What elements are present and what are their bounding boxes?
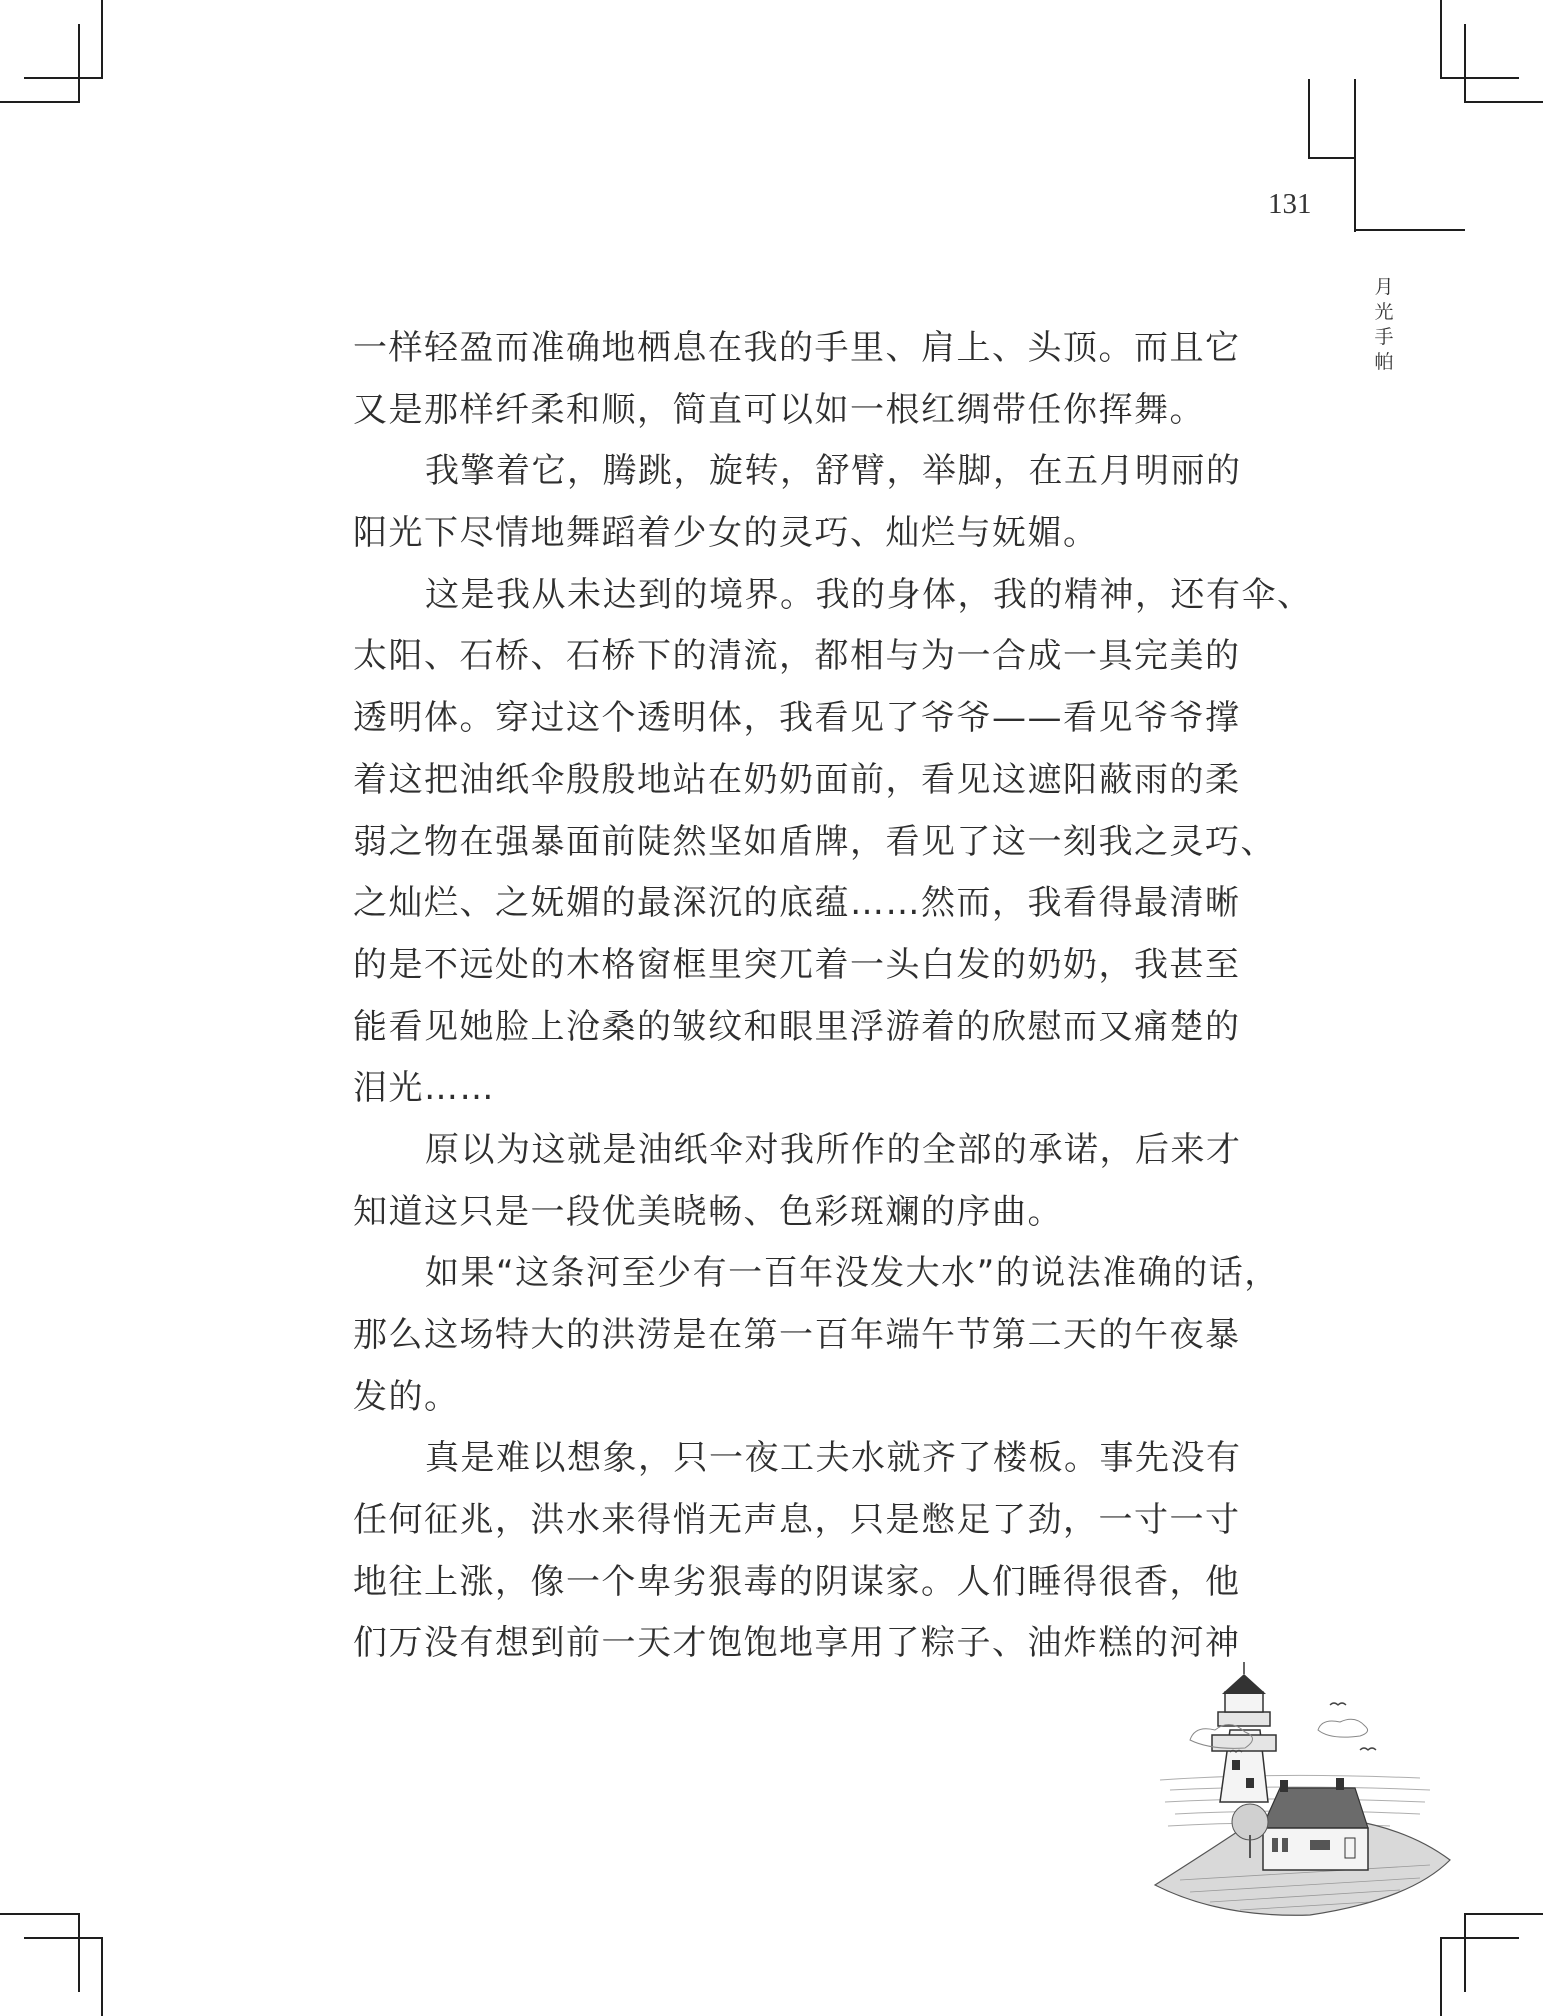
text-line: 之灿烂、之妩媚的最深沉的底蕴……然而，我看得最清晰 — [353, 883, 1241, 924]
text-line: 阳光下尽情地舞蹈着少女的灵巧、灿烂与妩媚。 — [353, 513, 1099, 554]
body-text — [353, 318, 1313, 1675]
text-line: 们万没有想到前一天才饱饱地享用了粽子、油炸糕的河神 — [353, 1623, 1241, 1664]
text-line: 真是难以想象，只一夜工夫水就齐了楼板。事先没有 — [425, 1438, 1242, 1479]
text-line: 一样轻盈而准确地栖息在我的手里、肩上、头顶。而且它 — [353, 328, 1241, 368]
text-line: 如果“这条河至少有一百年没发大水”的说法准确的话， — [425, 1253, 1280, 1294]
text-line: 能看见她脸上沧桑的皱纹和眼里浮游着的欣慰而又痛楚的 — [353, 1006, 1241, 1047]
text-line: 又是那样纤柔和顺，简直可以如一根红绸带任你挥舞。 — [353, 389, 1205, 430]
text-line: 弱之物在强暴面前陡然坚如盾牌，看见了这一刻我之灵巧、 — [353, 821, 1276, 862]
lighthouse-sketch-icon — [1150, 1660, 1490, 1930]
text-line: 这是我从未达到的境界。我的身体，我的精神，还有伞、 — [425, 574, 1313, 615]
text-line: 任何征兆，洪水来得悄无声息，只是憋足了劲，一寸一寸 — [353, 1500, 1241, 1541]
text-line: 地往上涨，像一个卑劣狠毒的阴谋家。人们睡得很香，他 — [353, 1561, 1241, 1602]
page-number: 131 — [1268, 188, 1312, 220]
text-line: 知道这只是一段优美晓畅、色彩斑斓的序曲。 — [353, 1191, 1063, 1232]
text-line: 透明体。穿过这个透明体，我看见了爷爷——看见爷爷撑 — [353, 698, 1241, 739]
text-line: 太阳、石桥、石桥下的清流，都相与为一合成一具完美的 — [353, 636, 1241, 677]
text-line: 那么这场特大的洪涝是在第一百年端午节第二天的午夜暴 — [353, 1315, 1241, 1355]
running-title: 月光手帕 — [1374, 276, 1394, 373]
text-line: 我擎着它，腾跳，旋转，舒臂，举脚，在五月明丽的 — [425, 451, 1242, 492]
text-line: 原以为这就是油纸伞对我所作的全部的承诺，后来才 — [425, 1129, 1242, 1170]
text-line: 的是不远处的木格窗框里突兀着一头白发的奶奶，我甚至 — [353, 944, 1241, 985]
text-line: 着这把油纸伞殷殷地站在奶奶面前，看见这遮阳蔽雨的柔 — [353, 759, 1241, 800]
text-line: 泪光…… — [353, 1068, 495, 1109]
text-line: 发的。 — [353, 1376, 460, 1417]
